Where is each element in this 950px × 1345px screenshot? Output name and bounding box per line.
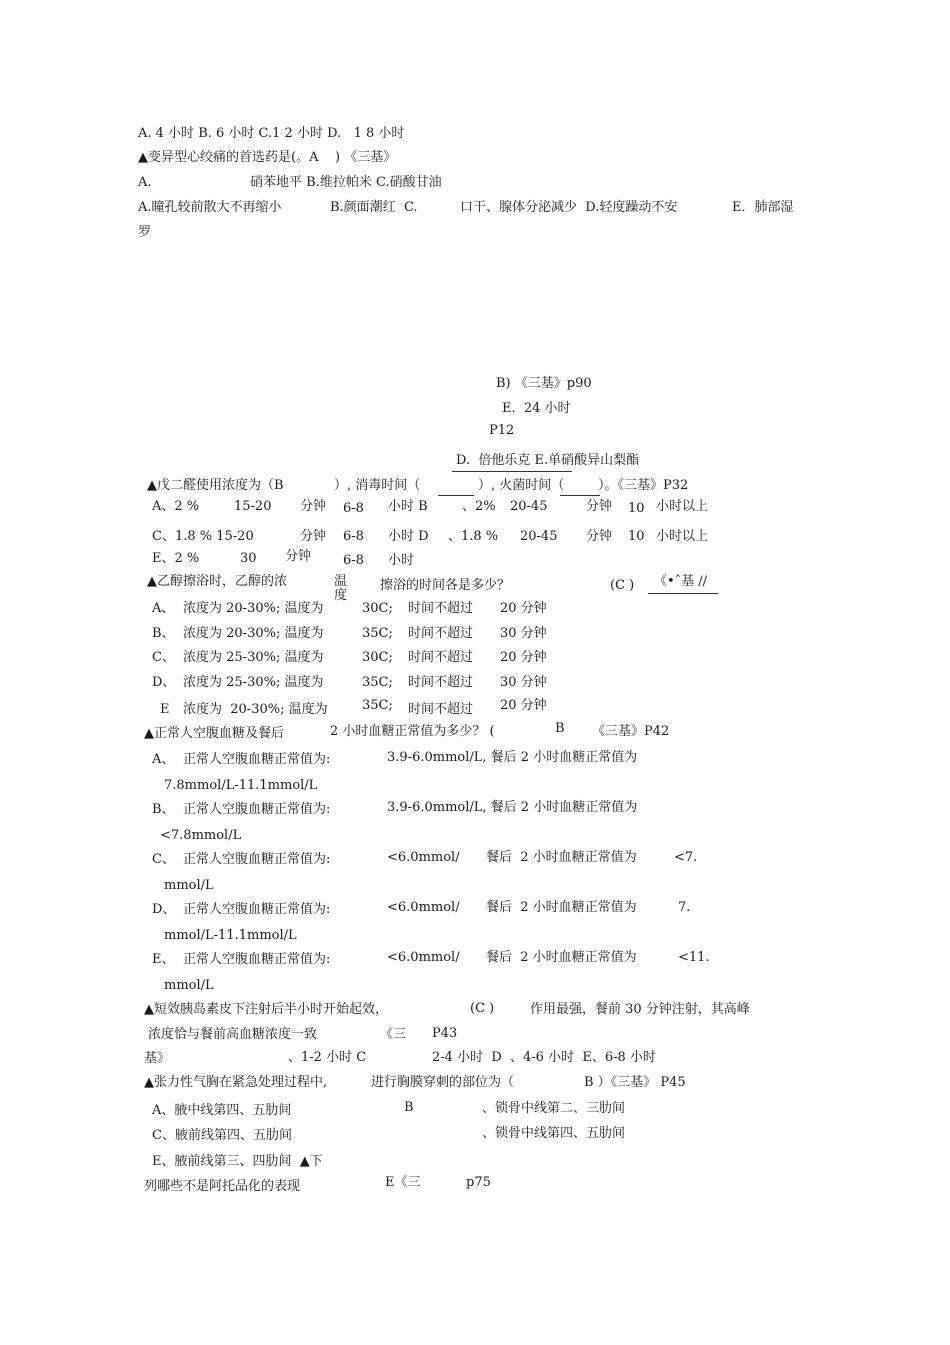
text-line: 时间不超过: [408, 675, 474, 690]
text-line: ）, 消毒时间（: [334, 478, 421, 493]
text-line: E: [160, 702, 170, 717]
text-line: 小时以上: [656, 499, 709, 514]
text-line: 30C;: [362, 650, 393, 665]
text-line: 30 分钟: [500, 675, 547, 690]
text-line: ）, 火菌时间（: [478, 478, 565, 493]
text-line: 20-45: [520, 529, 558, 544]
text-line: 20-45: [510, 499, 548, 514]
text-line: 正常人空腹血糖正常值为:: [183, 802, 331, 817]
text-line: ▲正常人空腹血糖及餐后: [144, 726, 284, 741]
text-line: 3.9-6.0mmol/L, 餐后 2 小时血糖正常值为: [387, 750, 638, 765]
text-line: C、腋前线第四、五肋间: [152, 1128, 292, 1143]
text-line: 20 分钟: [500, 650, 547, 665]
text-line: 浓度为 20-30%; 温度为: [183, 626, 324, 641]
text-line: 正常人空腹血糖正常值为:: [183, 852, 331, 867]
text-line: mmol/L: [164, 878, 214, 893]
text-line: E、腋前线第三、四肋间 ▲下: [152, 1154, 323, 1169]
text-line: 、2%: [462, 499, 496, 514]
text-line: p75: [466, 1175, 491, 1190]
underline-rule: [648, 593, 718, 594]
text-line: ▲变异型心绞痛的首选药是(。A ) 《三基》: [138, 150, 397, 165]
text-line: 35C;: [362, 675, 393, 690]
text-line: 、1.8 %: [448, 529, 499, 544]
text-line: 2 小时血糖正常值为多少？ (: [330, 724, 495, 739]
text-line: 口干、腺体分泌减少 D.轻度躁动不安: [460, 200, 678, 215]
text-line: P12: [489, 423, 515, 438]
text-line: 分钟: [586, 529, 613, 544]
text-line: 小时 B: [388, 499, 428, 514]
text-line: C、: [152, 650, 175, 665]
text-line: 小时 D: [388, 529, 429, 544]
text-line: 2-4 小时 D 、4-6 小时 E、6-8 小时: [432, 1050, 656, 1065]
text-line: 20 分钟: [500, 601, 547, 616]
text-line: <6.0mmol/: [387, 900, 460, 915]
text-line: 、锁骨中线第四、五肋间: [482, 1126, 626, 1141]
text-line: 30: [240, 551, 257, 566]
text-line: 时间不超过: [408, 601, 474, 616]
text-line: 浓度为 20-30%; 温度为: [183, 702, 328, 717]
text-line: (C ): [610, 578, 635, 593]
text-line: 《•ˆ基 //: [654, 574, 708, 589]
text-line: 餐后 2 小时血糖正常值为: [486, 950, 637, 965]
text-line: 擦浴的时间各是多少？: [380, 578, 511, 593]
text-line: A、腋中线第四、五肋间: [152, 1103, 292, 1118]
text-line: P43: [432, 1026, 458, 1041]
text-line: 正常人空腹血糖正常值为:: [183, 752, 331, 767]
text-line: <7.8mmol/L: [160, 828, 242, 843]
text-line: 正常人空腹血糖正常值为:: [183, 902, 331, 917]
text-line: 温: [334, 574, 348, 589]
text-line: 20 分钟: [500, 698, 547, 713]
text-line: 《三: [380, 1027, 407, 1042]
text-line: 时间不超过: [408, 650, 474, 665]
underline-rule: [438, 495, 474, 496]
text-line: E、: [152, 952, 175, 967]
text-line: E. 24 小时: [502, 401, 571, 416]
text-line: 35C;: [362, 698, 393, 713]
text-line: E．肺部湿: [732, 200, 794, 215]
text-line: D、: [152, 675, 176, 690]
text-line: B) 《三基》p90: [496, 376, 592, 391]
text-line: 6-8: [343, 553, 364, 568]
text-line: 分钟: [586, 499, 613, 514]
text-line: ▲短效胰岛素皮下注射后半小时开始起效，: [144, 1002, 388, 1017]
text-line: <11.: [678, 950, 710, 965]
text-line: 分钟: [285, 549, 312, 564]
text-line: 10: [628, 501, 645, 516]
text-line: B、: [152, 626, 175, 641]
text-line: E《三: [385, 1175, 421, 1190]
text-line: <6.0mmol/: [387, 850, 460, 865]
text-line: B、: [152, 802, 175, 817]
underline-rule: [452, 471, 572, 472]
text-line: 浓度恰与餐前高血糖浓度一致: [148, 1027, 318, 1042]
text-line: 分钟: [300, 499, 327, 514]
text-line: C、1.8 % 15-20: [152, 529, 254, 544]
text-line: 进行胸膜穿刺的部位为（: [371, 1075, 515, 1090]
text-line: 度: [334, 588, 348, 603]
text-line: 35C;: [362, 626, 393, 641]
text-line: 小时: [388, 553, 415, 568]
text-line: 时间不超过: [408, 626, 474, 641]
text-line: 小时以上: [656, 529, 709, 544]
text-line: B: [555, 721, 565, 736]
text-line: A、: [152, 752, 175, 767]
text-line: 7.8mmol/L-11.1mmol/L: [164, 778, 318, 793]
text-line: 时间不超过: [408, 702, 474, 717]
text-line: 《三基》P42: [592, 724, 670, 739]
text-line: A.瞳孔较前散大不再缩小: [138, 200, 282, 215]
text-line: <6.0mmol/: [387, 950, 460, 965]
text-line: (C ): [470, 1001, 495, 1016]
text-line: 、1-2 小时 C: [288, 1050, 367, 1065]
text-line: ）。《三基》P32: [598, 478, 689, 493]
text-line: 餐后 2 小时血糖正常值为: [486, 900, 637, 915]
text-line: 3.9-6.0mmol/L, 餐后 2 小时血糖正常值为: [387, 800, 638, 815]
text-line: A.: [138, 175, 152, 190]
text-line: 餐后 2 小时血糖正常值为: [486, 850, 637, 865]
text-line: <7.: [674, 850, 698, 865]
text-line: ▲戊二醛使用浓度为（B: [147, 478, 284, 493]
text-line: D、: [152, 902, 176, 917]
text-line: 、锁骨中线第二、三肋间: [482, 1101, 626, 1116]
text-line: C、: [152, 852, 175, 867]
text-line: 硝苯地平 B.维拉帕米 C.硝酸甘油: [250, 175, 442, 190]
text-line: A、2 %: [152, 499, 200, 514]
text-line: A、: [152, 601, 175, 616]
text-line: 基》: [144, 1051, 171, 1066]
text-line: 6-8: [343, 501, 364, 516]
text-line: mmol/L: [164, 978, 214, 993]
text-line: mmol/L-11.1mmol/L: [164, 928, 297, 943]
text-line: 浓度为 25-30%; 温度为: [183, 650, 324, 665]
text-line: 罗: [138, 225, 152, 240]
text-line: 30C;: [362, 601, 393, 616]
text-line: 正常人空腹血糖正常值为:: [183, 952, 331, 967]
text-line: B ）《三基》 P45: [584, 1075, 686, 1090]
text-line: 7.: [678, 900, 691, 915]
text-line: 分钟: [300, 529, 327, 544]
text-line: ▲张力性气胸在紧急处理过程中,: [144, 1075, 328, 1090]
text-line: A. 4 小时 B. 6 小时 C.1 2 小时 D. 1 8 小时: [138, 126, 405, 141]
text-line: 浓度为 25-30%; 温度为: [183, 675, 324, 690]
text-line: E、2 %: [152, 551, 200, 566]
text-line: 6-8: [343, 529, 364, 544]
text-line: 浓度为 20-30%; 温度为: [183, 601, 324, 616]
text-line: 作用最强，餐前 30 分钟注射，其高峰: [530, 1002, 750, 1017]
underline-rule: [560, 495, 600, 496]
text-line: 10: [628, 529, 645, 544]
text-line: ▲乙醇擦浴时，乙醇的浓: [147, 574, 287, 589]
text-line: D. 倍他乐克 E.单硝酸异山梨酯: [456, 453, 640, 468]
text-line: 15-20: [234, 499, 272, 514]
text-line: B.颜面潮红 C.: [330, 200, 418, 215]
text-line: B: [404, 1100, 414, 1115]
text-line: 30 分钟: [500, 626, 547, 641]
text-line: 列哪些不是阿托品化的表现: [144, 1179, 301, 1194]
